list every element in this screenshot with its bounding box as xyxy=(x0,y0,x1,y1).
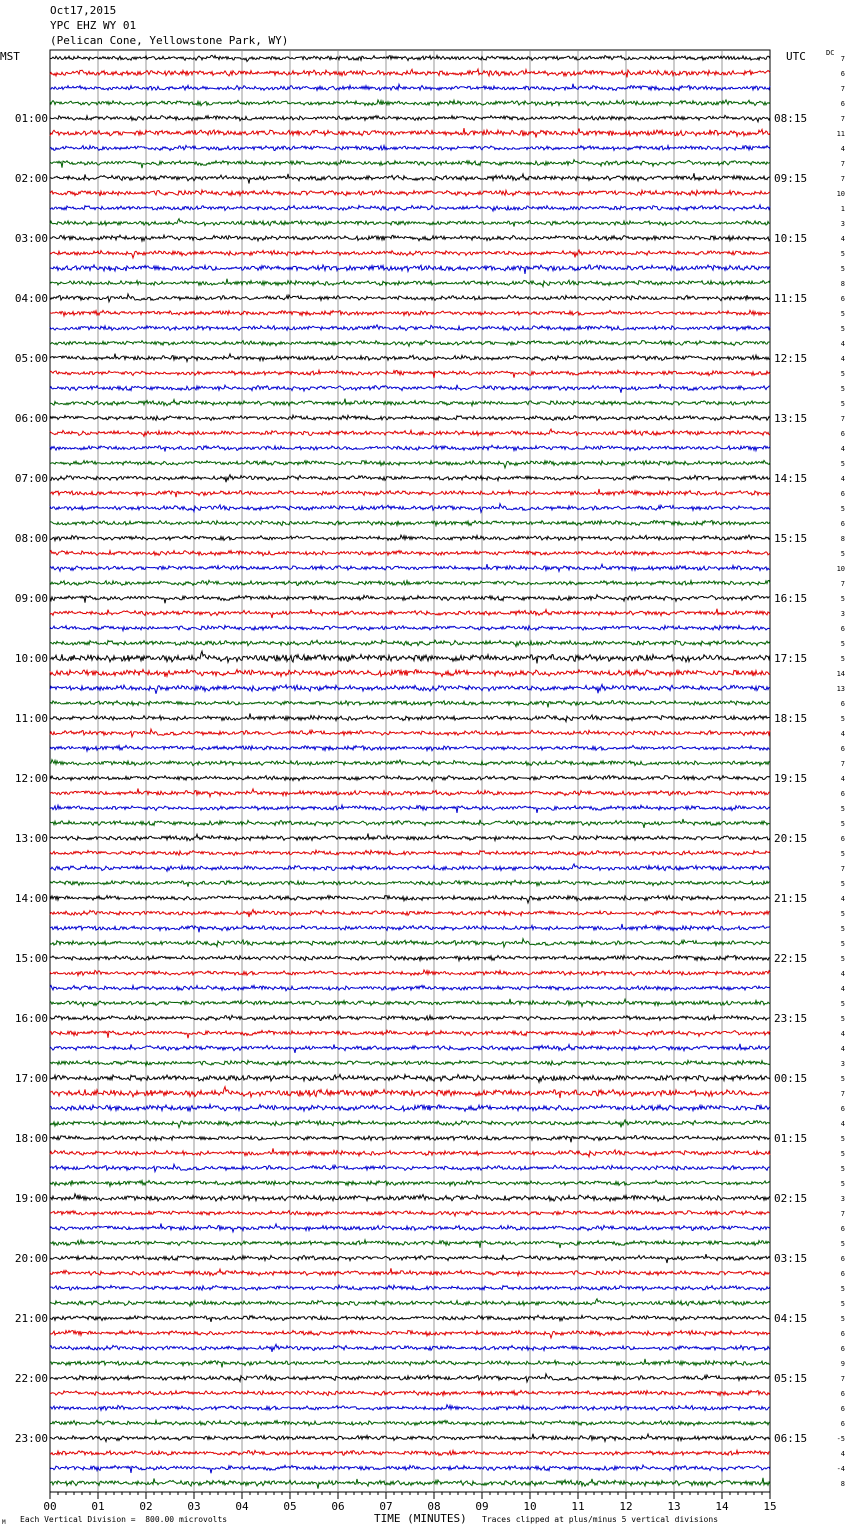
dc-offset-value: 6 xyxy=(840,1330,845,1338)
left-timezone-label: MST xyxy=(0,50,20,63)
dc-offset-value: 5 xyxy=(840,385,845,393)
seismic-trace xyxy=(50,580,770,585)
x-tick-label: 06 xyxy=(331,1500,345,1513)
dc-offset-value: 5 xyxy=(840,1015,845,1023)
x-axis-title: TIME (MINUTES) xyxy=(374,1512,467,1525)
dc-offset-value: 4 xyxy=(840,970,845,978)
dc-offset-value: 11 xyxy=(836,130,845,138)
dc-offset-value: 5 xyxy=(840,640,845,648)
seismic-trace xyxy=(50,475,770,483)
seismic-trace xyxy=(50,279,770,287)
dc-offset-value: 6 xyxy=(840,700,845,708)
seismic-trace xyxy=(50,415,770,420)
dc-offset-value: 4 xyxy=(840,355,845,363)
dc-offset-value: 4 xyxy=(840,235,845,243)
dc-offset-value: 5 xyxy=(840,1285,845,1293)
seismic-trace xyxy=(50,460,770,467)
x-tick-label: 14 xyxy=(715,1500,729,1513)
x-tick-label: 13 xyxy=(667,1500,681,1513)
mst-hour-label: 20:00 xyxy=(14,1252,48,1265)
seismic-trace xyxy=(50,294,770,302)
dc-offset-value: 4 xyxy=(840,445,845,453)
utc-hour-label: 04:15 xyxy=(774,1312,808,1325)
utc-hour-label: 17:15 xyxy=(774,652,808,665)
seismic-trace xyxy=(50,880,770,886)
seismic-trace xyxy=(50,310,770,316)
seismic-trace xyxy=(50,504,770,513)
dc-offset-value: 6 xyxy=(840,1255,845,1263)
seismic-trace xyxy=(50,729,770,737)
utc-hour-label: 06:15 xyxy=(774,1432,808,1445)
mst-hour-label: 12:00 xyxy=(14,772,48,785)
dc-offset-value: 5 xyxy=(840,850,845,858)
dc-offset-value: 7 xyxy=(840,115,845,123)
vertical-scale-note: Each Vertical Division = 800.00 microvolts xyxy=(20,1515,228,1524)
seismic-trace xyxy=(50,219,770,227)
seismic-trace xyxy=(50,819,770,828)
mst-hour-label: 16:00 xyxy=(14,1012,48,1025)
x-tick-label: 01 xyxy=(91,1500,105,1513)
mst-hour-label: 14:00 xyxy=(14,892,48,905)
dc-offset-value: 5 xyxy=(840,715,845,723)
dc-offset-value: 4 xyxy=(840,340,845,348)
seismic-trace xyxy=(50,205,770,211)
seismic-trace xyxy=(50,1331,770,1338)
seismic-trace xyxy=(50,789,770,797)
dc-offset-value: 5 xyxy=(840,505,845,513)
utc-hour-label: 02:15 xyxy=(774,1192,808,1205)
dc-offset-value: 5 xyxy=(840,1000,845,1008)
seismic-trace xyxy=(50,1465,770,1473)
dc-offset-value: 5 xyxy=(840,1180,845,1188)
seismic-trace xyxy=(50,173,770,183)
seismic-trace xyxy=(50,910,770,918)
dc-offset-value: 3 xyxy=(840,610,845,618)
mst-hour-label: 17:00 xyxy=(14,1072,48,1085)
mst-hour-label: 23:00 xyxy=(14,1432,48,1445)
utc-hour-label: 20:15 xyxy=(774,832,808,845)
dc-offset-value: -4 xyxy=(836,1465,845,1473)
dc-offset-value: 5 xyxy=(840,1315,845,1323)
dc-offset-value: 6 xyxy=(840,745,845,753)
seismic-trace xyxy=(50,775,770,781)
utc-hour-label: 15:15 xyxy=(774,532,808,545)
seismic-trace xyxy=(50,745,770,751)
seismic-trace xyxy=(50,550,770,555)
dc-offset-value: 6 xyxy=(840,1405,845,1413)
seismic-trace xyxy=(50,1478,770,1489)
x-tick-label: 07 xyxy=(379,1500,393,1513)
dc-offset-value: 3 xyxy=(840,220,845,228)
dc-offset-value: 10 xyxy=(836,565,845,573)
dc-offset-value: 3 xyxy=(840,1060,845,1068)
dc-offset-value: 7 xyxy=(840,865,845,873)
x-tick-label: 12 xyxy=(619,1500,633,1513)
seismic-trace xyxy=(50,701,770,708)
dc-offset-value: 6 xyxy=(840,1225,845,1233)
seismic-trace xyxy=(50,340,770,346)
seismic-trace xyxy=(50,1420,770,1425)
dc-offset-value: 6 xyxy=(840,1420,845,1428)
mst-hour-label: 08:00 xyxy=(14,532,48,545)
station-code: YPC EHZ WY 01 xyxy=(50,19,137,32)
seismic-trace xyxy=(50,354,770,362)
x-tick-label: 04 xyxy=(235,1500,249,1513)
dc-offset-value: 5 xyxy=(840,880,845,888)
seismic-trace xyxy=(50,669,770,677)
utc-hour-label: 14:15 xyxy=(774,472,808,485)
dc-offset-value: 7 xyxy=(840,1210,845,1218)
dc-offset-value: 7 xyxy=(840,760,845,768)
utc-hour-label: 22:15 xyxy=(774,952,808,965)
seismic-trace xyxy=(50,1044,770,1053)
dc-offset-value: 5 xyxy=(840,325,845,333)
mst-hour-label: 18:00 xyxy=(14,1132,48,1145)
mst-hour-label: 11:00 xyxy=(14,712,48,725)
seismic-trace xyxy=(50,1148,770,1156)
dc-offset-value: 6 xyxy=(840,790,845,798)
utc-hour-label: 11:15 xyxy=(774,292,808,305)
x-tick-label: 10 xyxy=(523,1500,537,1513)
mst-hour-label: 21:00 xyxy=(14,1312,48,1325)
seismic-trace xyxy=(50,1390,770,1395)
seismic-trace xyxy=(50,250,770,258)
seismic-trace xyxy=(50,399,770,406)
dc-offset-value: 5 xyxy=(840,1240,845,1248)
dc-offset-value: 6 xyxy=(840,1390,845,1398)
dc-offset-value: 6 xyxy=(840,490,845,498)
seismic-trace xyxy=(50,640,770,646)
mst-hour-label: 09:00 xyxy=(14,592,48,605)
dc-offset-value: 4 xyxy=(840,1450,845,1458)
dc-offset-value: 4 xyxy=(840,475,845,483)
seismic-trace xyxy=(50,1405,770,1411)
dc-offset-value: 5 xyxy=(840,910,845,918)
dc-offset-value: 5 xyxy=(840,1300,845,1308)
seismic-trace xyxy=(50,1434,770,1442)
dc-offset-value: 6 xyxy=(840,1345,845,1353)
utc-hour-label: 16:15 xyxy=(774,592,808,605)
x-tick-label: 08 xyxy=(427,1500,441,1513)
seismic-trace xyxy=(50,445,770,451)
dc-offset-value: 8 xyxy=(840,280,845,288)
seismic-trace xyxy=(50,190,770,196)
utc-hour-label: 23:15 xyxy=(774,1012,808,1025)
seismic-trace xyxy=(50,145,770,150)
mst-hour-label: 03:00 xyxy=(14,232,48,245)
dc-offset-value: 8 xyxy=(840,1480,845,1488)
x-tick-label: 15 xyxy=(763,1500,777,1513)
seismic-trace xyxy=(50,535,770,541)
dc-offset-value: 5 xyxy=(840,1075,845,1083)
seismic-trace xyxy=(50,939,770,947)
dc-offset-value: 8 xyxy=(840,535,845,543)
seismic-trace xyxy=(50,1105,770,1112)
seismic-trace xyxy=(50,1015,770,1020)
utc-hour-label: 18:15 xyxy=(774,712,808,725)
dc-offset-value: 9 xyxy=(840,1360,845,1368)
dc-offset-value: 4 xyxy=(840,1030,845,1038)
dc-offset-value: 6 xyxy=(840,625,845,633)
seismic-trace xyxy=(50,265,770,274)
dc-offset-value: 4 xyxy=(840,1045,845,1053)
dc-offset-value: 4 xyxy=(840,895,845,903)
mst-hour-label: 15:00 xyxy=(14,952,48,965)
x-tick-label: 05 xyxy=(283,1500,297,1513)
corner-mark: M xyxy=(2,1519,6,1526)
dc-offset-value: 6 xyxy=(840,835,845,843)
seismic-trace xyxy=(50,1136,770,1143)
seismic-trace xyxy=(50,651,770,663)
mst-hour-label: 06:00 xyxy=(14,412,48,425)
dc-offset-header: DC xyxy=(826,49,835,57)
seismic-trace xyxy=(50,999,770,1006)
x-tick-label: 02 xyxy=(139,1500,153,1513)
dc-offset-value: 6 xyxy=(840,100,845,108)
seismic-trace xyxy=(50,1315,770,1322)
mst-hour-label: 02:00 xyxy=(14,172,48,185)
utc-hour-label: 01:15 xyxy=(774,1132,808,1145)
dc-offset-value: 7 xyxy=(840,580,845,588)
dc-offset-value: 5 xyxy=(840,1165,845,1173)
utc-hour-label: 12:15 xyxy=(774,352,808,365)
seismic-trace xyxy=(50,1194,770,1201)
utc-hour-label: 21:15 xyxy=(774,892,808,905)
seismic-trace xyxy=(50,1060,770,1065)
seismic-trace xyxy=(50,160,770,168)
seismic-trace xyxy=(50,1180,770,1186)
utc-hour-label: 09:15 xyxy=(774,172,808,185)
seismic-trace xyxy=(50,1211,770,1217)
dc-offset-value: 5 xyxy=(840,940,845,948)
seismic-trace xyxy=(50,235,770,241)
x-tick-label: 00 xyxy=(43,1500,57,1513)
seismic-trace xyxy=(50,1285,770,1290)
seismic-trace xyxy=(50,685,770,694)
dc-offset-value: 7 xyxy=(840,85,845,93)
seismic-trace xyxy=(50,833,770,840)
seismic-trace xyxy=(50,714,770,722)
seismic-trace xyxy=(50,1344,770,1351)
seismic-trace xyxy=(50,520,770,525)
utc-hour-label: 05:15 xyxy=(774,1372,808,1385)
dc-offset-value: 4 xyxy=(840,145,845,153)
dc-offset-value: 5 xyxy=(840,250,845,258)
dc-offset-value: 6 xyxy=(840,70,845,78)
right-timezone-label: UTC xyxy=(786,50,806,63)
helicorder-date: Oct17,2015 xyxy=(50,4,117,17)
dc-offset-value: 6 xyxy=(840,295,845,303)
seismic-trace xyxy=(50,1030,770,1038)
dc-offset-value: 4 xyxy=(840,730,845,738)
dc-offset-value: 7 xyxy=(840,1375,845,1383)
seismic-trace xyxy=(50,609,770,618)
mst-hour-label: 05:00 xyxy=(14,352,48,365)
dc-offset-value: 6 xyxy=(840,1270,845,1278)
seismic-trace xyxy=(50,1268,770,1275)
seismic-trace xyxy=(50,128,770,137)
x-tick-label: 03 xyxy=(187,1500,201,1513)
dc-offset-value: 5 xyxy=(840,460,845,468)
dc-offset-value: 6 xyxy=(840,1105,845,1113)
dc-offset-value: 14 xyxy=(836,670,845,678)
dc-offset-value: 4 xyxy=(840,775,845,783)
dc-offset-value: 5 xyxy=(840,655,845,663)
mst-hour-label: 10:00 xyxy=(14,652,48,665)
utc-hour-label: 10:15 xyxy=(774,232,808,245)
dc-offset-value: 5 xyxy=(840,820,845,828)
seismic-trace xyxy=(50,595,770,604)
seismic-trace xyxy=(50,1359,770,1368)
seismic-trace xyxy=(50,325,770,331)
seismic-trace xyxy=(50,1374,770,1382)
dc-offset-value: 10 xyxy=(836,190,845,198)
seismic-trace xyxy=(50,1299,770,1306)
mst-hour-label: 22:00 xyxy=(14,1372,48,1385)
seismic-trace xyxy=(50,1224,770,1232)
seismic-trace xyxy=(50,564,770,571)
dc-offset-value: 5 xyxy=(840,805,845,813)
dc-offset-value: 5 xyxy=(840,1135,845,1143)
seismic-trace xyxy=(50,429,770,436)
dc-offset-value: 5 xyxy=(840,550,845,558)
clipping-note: Traces clipped at plus/minus 5 vertical divisions xyxy=(482,1515,719,1524)
seismic-trace xyxy=(50,1240,770,1248)
seismic-trace xyxy=(50,896,770,903)
dc-offset-value: 3 xyxy=(840,1195,845,1203)
seismic-trace xyxy=(50,1120,770,1128)
utc-hour-label: 03:15 xyxy=(774,1252,808,1265)
utc-hour-label: 08:15 xyxy=(774,112,808,125)
dc-offset-value: 5 xyxy=(840,955,845,963)
dc-offset-value: 7 xyxy=(840,55,845,63)
dc-offset-value: 4 xyxy=(840,985,845,993)
seismic-trace xyxy=(50,850,770,855)
seismic-trace xyxy=(50,760,770,766)
utc-hour-label: 13:15 xyxy=(774,412,808,425)
mst-hour-label: 01:00 xyxy=(14,112,48,125)
mst-hour-label: 07:00 xyxy=(14,472,48,485)
dc-offset-value: 7 xyxy=(840,160,845,168)
dc-offset-value: 6 xyxy=(840,520,845,528)
dc-offset-value: 13 xyxy=(836,685,845,693)
dc-offset-value: 5 xyxy=(840,370,845,378)
mst-hour-label: 19:00 xyxy=(14,1192,48,1205)
seismic-trace xyxy=(50,55,770,61)
dc-offset-value: 1 xyxy=(840,205,845,213)
seismic-trace xyxy=(50,1075,770,1083)
dc-offset-value: 5 xyxy=(840,310,845,318)
dc-offset-value: 4 xyxy=(840,1120,845,1128)
seismic-trace xyxy=(50,384,770,393)
x-tick-label: 09 xyxy=(475,1500,489,1513)
x-tick-label: 11 xyxy=(571,1500,585,1513)
dc-offset-value: 6 xyxy=(840,430,845,438)
dc-offset-value: 5 xyxy=(840,265,845,273)
seismic-trace xyxy=(50,84,770,91)
dc-offset-value: 7 xyxy=(840,1090,845,1098)
seismic-trace xyxy=(50,625,770,630)
seismic-trace xyxy=(50,489,770,497)
seismic-trace xyxy=(50,1450,770,1455)
seismic-trace xyxy=(50,69,770,77)
seismic-trace xyxy=(50,970,770,976)
seismic-trace xyxy=(50,1254,770,1263)
seismic-trace xyxy=(50,864,770,871)
seismic-trace xyxy=(50,370,770,378)
dc-offset-value: 7 xyxy=(840,415,845,423)
dc-offset-value: 5 xyxy=(840,595,845,603)
mst-hour-label: 13:00 xyxy=(14,832,48,845)
dc-offset-value: 5 xyxy=(840,1150,845,1158)
seismic-trace xyxy=(50,1164,770,1171)
seismic-trace xyxy=(50,1087,770,1098)
seismic-trace xyxy=(50,100,770,106)
dc-offset-value: -5 xyxy=(836,1435,845,1443)
seismic-trace xyxy=(50,115,770,122)
dc-offset-value: 5 xyxy=(840,400,845,408)
seismic-trace xyxy=(50,955,770,960)
seismic-trace xyxy=(50,924,770,932)
station-location: (Pelican Cone, Yellowstone Park, WY) xyxy=(50,34,289,47)
utc-hour-label: 19:15 xyxy=(774,772,808,785)
seismic-trace xyxy=(50,985,770,990)
dc-offset-value: 7 xyxy=(840,175,845,183)
utc-hour-label: 00:15 xyxy=(774,1072,808,1085)
seismic-trace xyxy=(50,805,770,813)
mst-hour-label: 04:00 xyxy=(14,292,48,305)
dc-offset-value: 5 xyxy=(840,925,845,933)
